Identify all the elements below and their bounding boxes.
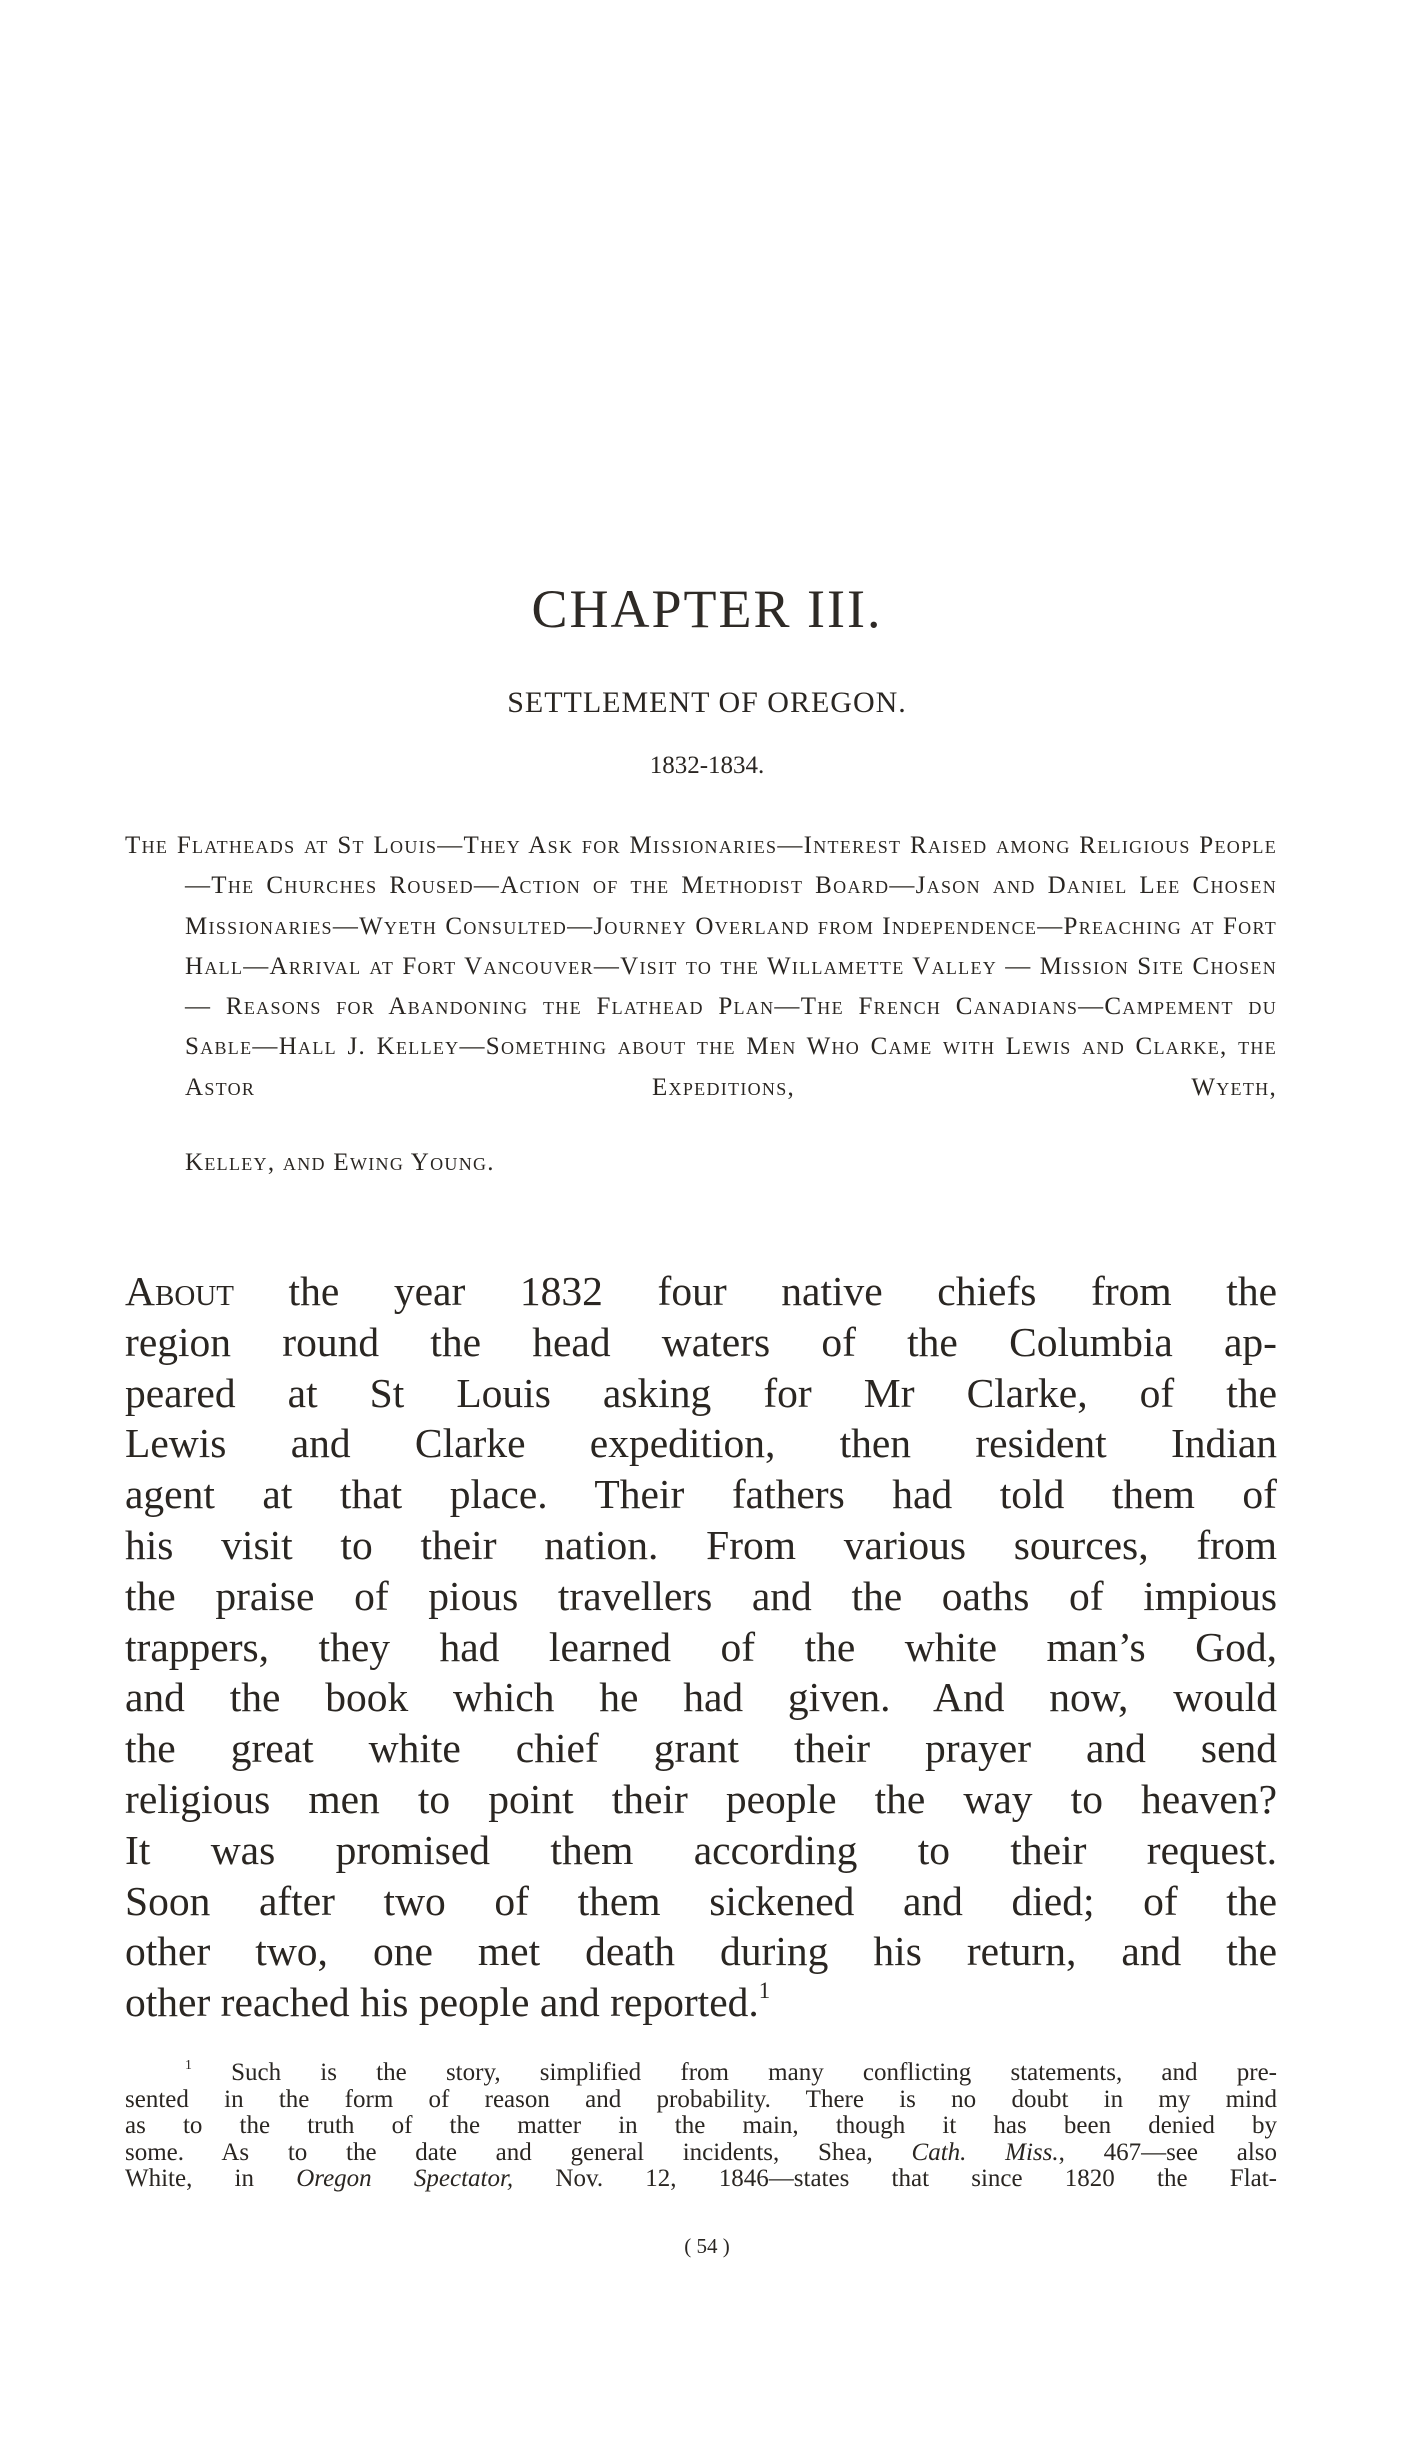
citation-title: Cath. Miss.	[911, 2138, 1059, 2166]
body-paragraph	[125, 1266, 1277, 2028]
footnote-reference[interactable]: 1	[758, 1977, 771, 2003]
page-number: ( 54 )	[684, 2234, 730, 2258]
footnote-line: some. As to the date and general incidents, Shea, Cath. Miss., 467—see also	[125, 2138, 1277, 2166]
footnote	[125, 2057, 1278, 2193]
body-line: About the year 1832 four native chiefs from the	[125, 1268, 1277, 1314]
chapter-title: CHAPTER III.	[531, 579, 883, 639]
body-line: It was promised them according to their request.	[125, 1826, 1277, 1873]
body-line: religious men to point their people the way to heaven?	[125, 1775, 1277, 1822]
lead-word: About	[125, 1268, 234, 1314]
body-line: the great white chief grant their prayer and send	[125, 1725, 1277, 1772]
footnote-line: as to the truth of the matter in the main, though it has been denied by	[125, 2112, 1277, 2139]
body-line: his visit to their nation. From various sources, from	[125, 1521, 1277, 1568]
footnote-line: sented in the form of reason and probability. There is no doubt in my mind	[125, 2085, 1277, 2113]
footnote-line: White, in Oregon Spectator, Nov. 12, 1846—states that since 1820 the Flat-	[125, 2165, 1278, 2192]
body-line: and the book which he had given. And now, would	[125, 1674, 1277, 1721]
citation-title: Oregon Spectator,	[296, 2165, 514, 2192]
chapter-synopsis: The Flatheads at St Louis—They Ask for Missionaries—Interest Raised among Religious People—The Churches Roused—Action of the Methodist Board—Jason and Daniel Lee Chosen Missionaries—Wyeth Consulted—Journey Overland from Independence—Preaching at Fort Hall—Arrival at Fort Vancouver—Visit to the Willamette Valley — Mission Site Chosen — Reasons for Abandoning the Flathead Plan—The French Canadians—Campement du Sable—Hall J. Kelley—Something about the Men Who Came with Lewis and Clarke, the Astor Expeditions, Wyeth,	[125, 832, 1277, 1101]
footnote-line: $^1$ Such is the story, simplified from many conflicting statements, and pre-	[185, 2057, 1277, 2086]
chapter-years: 1832-1834.	[649, 752, 765, 779]
body-line: Lewis and Clarke expedition, then resident Indian	[125, 1420, 1277, 1467]
body-line: Soon after two of them sickened and died; of the	[125, 1877, 1277, 1924]
footnote-marker: 1	[185, 2057, 192, 2072]
chapter-subtitle: SETTLEMENT OF OREGON.	[507, 686, 907, 719]
chapter-synopsis-last-line: Kelley, and Ewing Young.	[185, 1149, 495, 1176]
body-line: peared at St Louis asking for Mr Clarke, of the	[125, 1369, 1277, 1416]
body-line: the praise of pious travellers and the oaths of impious	[125, 1572, 1277, 1619]
body-line: other reached his people and reported.$^1$	[125, 1977, 771, 2026]
body-line: other two, one met death during his return, and the	[125, 1928, 1277, 1975]
body-line: region round the head waters of the Columbia ap-	[125, 1318, 1277, 1365]
body-line: trappers, they had learned of the white man’s God,	[125, 1623, 1277, 1670]
body-line: agent at that place. Their fathers had told them of	[125, 1471, 1277, 1518]
